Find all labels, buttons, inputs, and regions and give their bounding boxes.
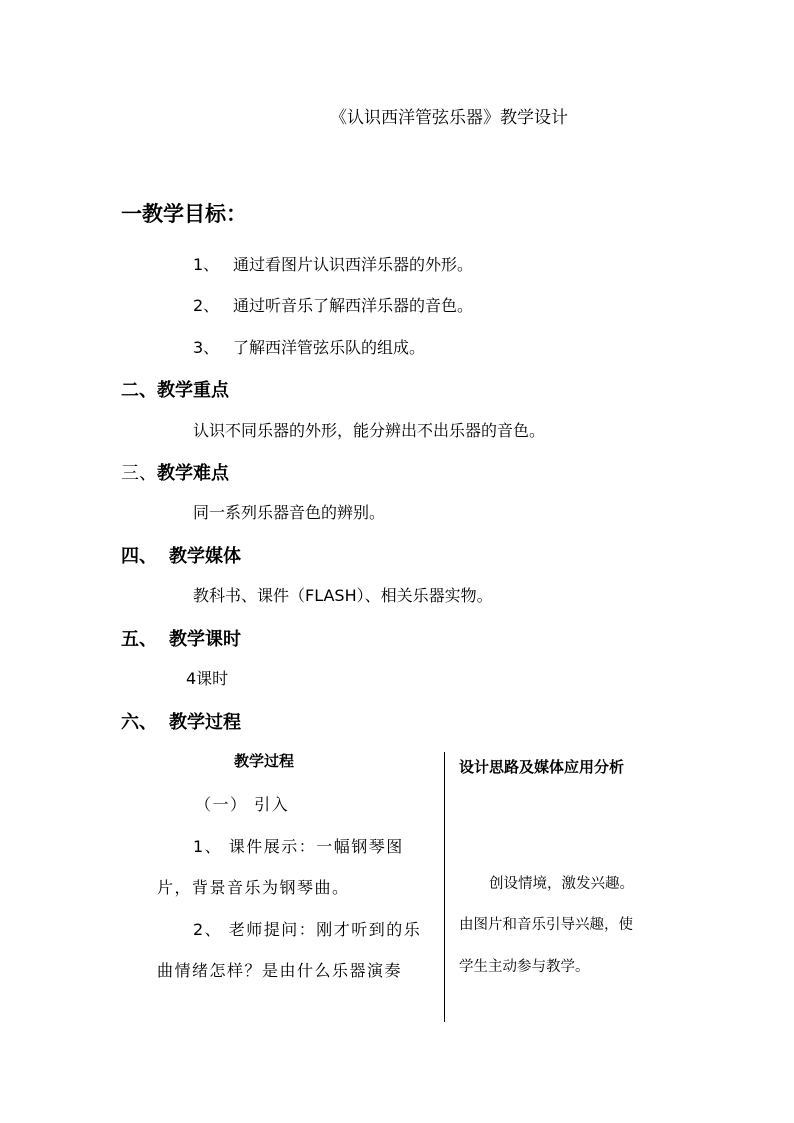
process-line: （一） 引入 — [195, 795, 290, 814]
difficulties-text: 同一系列乐器音色的辨别。 — [193, 503, 386, 522]
objective-item — [193, 293, 473, 316]
section-number: 三、 — [121, 463, 157, 484]
section-title: 教学难点 — [157, 463, 229, 484]
section-heading-media — [121, 542, 241, 568]
document-title: 《认识西洋管弦乐器》教学设计 — [330, 108, 568, 128]
analysis-line: 由图片和音乐引导兴趣，使 — [459, 917, 633, 933]
objective-number: 3、 — [193, 338, 220, 357]
process-line: 曲情绪怎样？是由什么乐器演奏 — [157, 961, 403, 980]
process-line: 2、 老师提问：刚才听到的乐 — [193, 920, 422, 939]
process-line: 1、 课件展示：一幅钢琴图 — [193, 837, 404, 856]
objective-item — [193, 335, 425, 358]
section-heading-objectives: 一教学目标： — [121, 202, 247, 226]
section-heading-process — [121, 708, 241, 734]
section-number: 六、 — [121, 712, 157, 733]
section-title: 教学媒体 — [169, 546, 241, 567]
objective-text: 通过听音乐了解西洋乐器的音色。 — [233, 296, 474, 315]
periods-text: 4课时 — [186, 669, 229, 688]
column-divider — [444, 752, 445, 1022]
media-text: 教科书、课件（FLASH）、相关乐器实物。 — [193, 586, 493, 605]
table-left-header: 教学过程 — [234, 752, 295, 770]
analysis-line: 创设情境，激发兴趣。 — [489, 876, 634, 892]
table-right-header: 设计思路及媒体应用分析 — [459, 758, 625, 776]
objective-text: 了解西洋管弦乐队的组成。 — [233, 338, 426, 357]
key-points-text: 认识不同乐器的外形，能分辨出不出乐器的音色。 — [193, 421, 546, 440]
section-heading-difficulties — [121, 459, 229, 485]
objective-number: 2、 — [193, 296, 220, 315]
objective-item — [193, 252, 473, 275]
section-number: 四、 — [121, 546, 157, 567]
process-line: 片，背景音乐为钢琴曲。 — [157, 878, 350, 897]
section-title: 教学过程 — [169, 712, 241, 733]
analysis-line: 学生主动参与教学。 — [459, 959, 590, 975]
section-heading-key-points: 二、教学重点 — [121, 380, 229, 401]
section-number: 五、 — [121, 629, 157, 650]
section-heading-periods — [121, 625, 241, 651]
objective-text: 通过看图片认识西洋乐器的外形。 — [233, 255, 474, 274]
section-title: 教学课时 — [169, 629, 241, 650]
objective-number: 1、 — [193, 255, 220, 274]
